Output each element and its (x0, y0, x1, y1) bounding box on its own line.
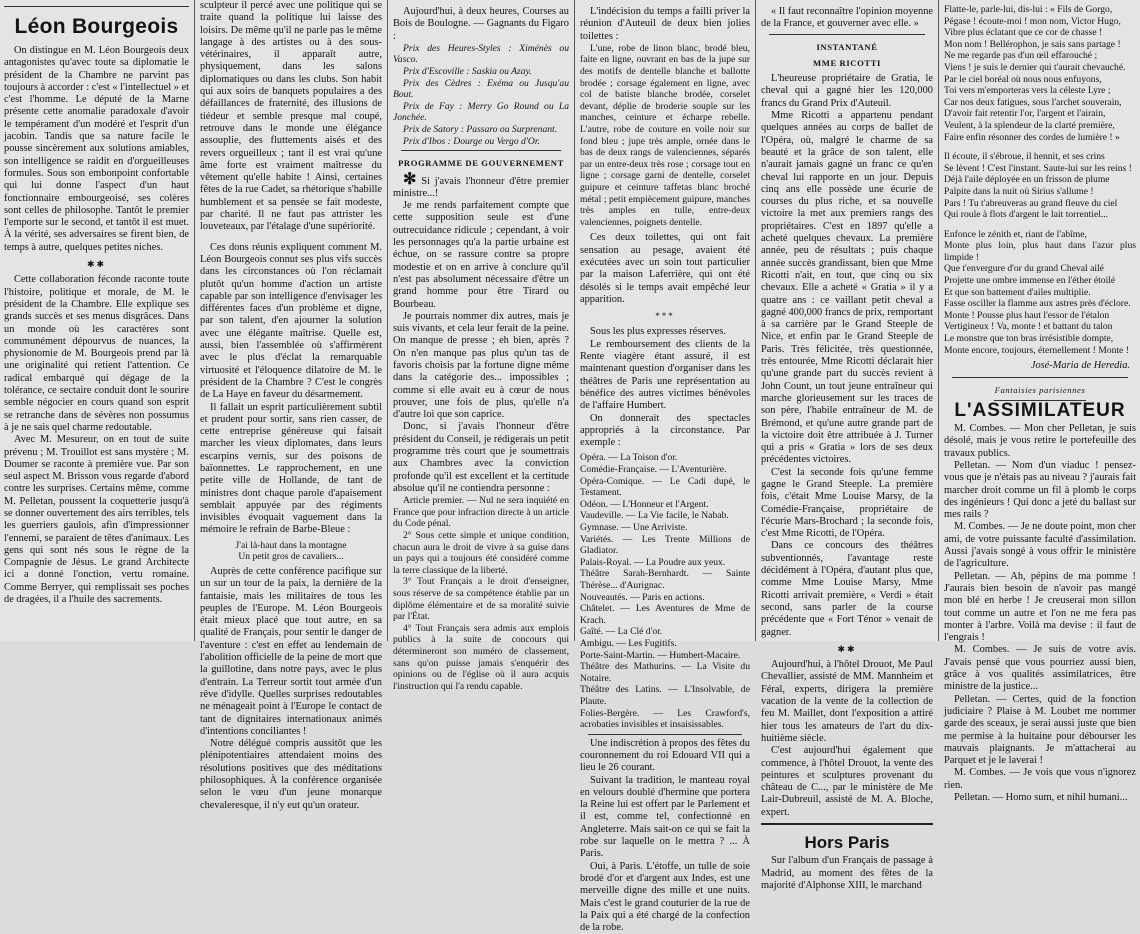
paragraph: C'est aujourd'hui également que commence, à l'hôtel Drouot, la vente des peintures et sculptures provenant du château de C..., par le ministère de Me Lair-Dubreuil, assisté de M. A. Bloche, expert. (761, 745, 933, 818)
race-tip: Prix des Cèdres : Exéma ou Jusqu'au Bout. (393, 77, 569, 101)
list-item: Opéra-Comique. — Le Cadi dupé, le Testament. (580, 475, 750, 499)
paragraph: Oui, à Paris. L'étoffe, un tulle de soie brodé d'or et d'argent aux Indes, est une merveille digne des mille et une nuits. Mais c'est le grand couturier de la rue de la Paix qui a été chargé de la confection de la robe. (580, 860, 750, 934)
paragraph: Mme Ricotti a appartenu pendant quelques années au corps de ballet de l'Opéra, où, malgré le charme de sa beauté et la grâce de son talent, elle n'aurait jamais gagné un franc ce qu'en cheval lui rapporte en un jour. Depuis cinq ans elle possède une écurie de courses du plus riche, et sa nouvelle victoire la met aux premiers rangs des propriétaires. C'est en 1897 qu'elle a acheté quelques chevaux. La première année, peu de résultats ; puis chaque année succès grandissant, bien que Mme Ricotti n'ait, en tout, que cinq ou six chevaux. Elle a acheté « Gratia » il y a quatre ans : ce vaillant petit cheval a gagné 400,000 francs de prix, remportant à sa carrière par le Grand Steeple de Nice, et enfin par le Grand Steeple de Paris. Très félicitée, très questionnée, très entourée, Mme Ricotti déclarait hier qu'une grande part du succès revient à John Count, un tout jeune entraîneur qui marche glorieusement sur les traces de son père, l'habile entraîneur de M. de Brémond, et qu'une autre grande part de la victoire doit être attribuée à J. Turner qui a pris « Gratia » lors de ses deux précédentes victoires. (761, 110, 933, 466)
verse-line: Pégase ! écoute-moi ! mon nom, Victor Hugo, (944, 15, 1121, 27)
separator-stars: ✱✱ (837, 643, 857, 654)
quote: « Il faut reconnaître l'opinion moyenne de la France, et gouverner avec elle. » (761, 6, 934, 30)
list-item: Folies-Bergère. — Les Crawford's, acrobaties invisibles et insaisissables. (580, 707, 750, 731)
paragraph: Pelletan. — Ah, pépins de ma pomme ! J'aurais bien besoin de n'avoir pas mangé mon blé en herbe ! Je creuserai mon sillon tout comme un autre et l'on ne me fera pas monter à l'arbre. Voilà ma devise : il faut de l'engrais ! (944, 570, 1136, 644)
separator-stars: ✱✱ (86, 259, 107, 270)
race-tip: Prix des Heures-Styles : Ximénès ou Vasco. (393, 42, 569, 66)
list-item: Gymnase. — Une Arriviste. (580, 522, 688, 533)
paragraph: Une indiscrétion à propos des fêtes du couronnement du roi Edouard VII qui a lieu le 26 courant. (580, 737, 750, 774)
article-title-assimilateur: L'ASSIMILATEUR (954, 399, 1126, 421)
poem-block (944, 4, 1136, 356)
column-rule (938, 0, 939, 641)
paragraph: On donnerait des spectacles appropriés à la circonstance. Par exemple : (580, 412, 750, 449)
column-4 (576, 0, 754, 934)
paragraph: M. Combes. — Mon cher Pelletan, je suis désolé, mais je vous retire le portefeuille des travaux publics. (944, 423, 1136, 459)
paragraph: Avec M. Mesureur, on en tout de suite prévenu ; M. Trouillot est sans mystère ; M. Doumer se raconte à première vue. Par son seul aspect M. Brisson vous regarde d'abord contre les surprises. Certains même, comme M. Pelletan, poussent la coquetterie jusqu'à se donner ouvertement des airs terribles, tels les guerriers gaulois, afin d'impressionner l'ennemi, se paraient de têtes d'animaux. Les gens qui sont nés sous le règne de la Compagnie de Jésus. Le grand Architecte ici a donné l'onction, vertu romaine. Comme Berryer, qui remplissait ses poches de dragées, il a l'huile des sacrements. (4, 434, 189, 606)
section-head-instantane: INSTANTANÉ (816, 41, 878, 52)
paragraph: Pelletan. — Homo sum, et nihil humani... (954, 792, 1128, 804)
verse-line: Fasse osciller la flamme aux astres près d'éclore. (944, 298, 1131, 310)
verse-line: Palpite dans la nuit où Sirius s'allume ! (944, 185, 1094, 197)
column-1 (0, 0, 193, 641)
paragraph: Notre délégué compris aussitôt que les plénipotentiaires attendaient moins des résolutions positives que des méditations philosophiques. À la conférence organisée selon le vœu d'un jeune monarque chevaleresque, il n'y eut qu'un orateur. (200, 738, 382, 811)
verse-line: J'ai là-haut dans la montagne (235, 539, 347, 551)
column-6 (940, 0, 1140, 804)
verse-line: Déjà l'aile déployée en un frisson de plume (944, 174, 1110, 186)
paragraph: 3° Tout Français a le droit d'enseigner, sous réserve de sa compétence établie par un diplôme élémentaire et de sa moralité suivie par l'État. (393, 576, 569, 623)
paragraph: Suivant la tradition, le manteau royal en velours doublé d'hermine que portera la Reine lui est offert par le Parlement et il est, comme tel, confectionné en Angleterre. Mais sait-on ce qui se fait la robe sur laquelle on le mettra ? ... À Paris. (580, 774, 750, 860)
verse-line: Se lèvent ! C'est l'instant. Saute-lui sur les reins ! (944, 162, 1132, 174)
paragraph: Dans ce concours des théâtres subventionnés, l'avantage reste décidément à l'Opéra, d'autant plus que, comme Mme Louise Marsy, Mme Ricotti arrivait première, « Verdi » était second, sans parler de la course précédente que « Fort Ténor » venait de gagner. (761, 540, 933, 638)
paragraph: C'est la seconde fois qu'une femme gagne le Grand Steeple. La première fois, c'était Mme Louise Marsy, de la Comédie-Française, propriétaire de l'écurie Mars-Brochard ; la seconde fois, c'est Mme Ricotti, de l'Opéra. (761, 466, 933, 540)
list-item: Châtelet. — Les Aventures de Mme de Krach. (580, 603, 750, 626)
paragraph: Aujourd'hui, à l'hôtel Drouot, Me Paul Chevallier, assisté de MM. Mannheim et Féral, experts, dirigera la première vacation de la vente de la collection de feu M. Maillet, dont l'exposition a attiré hier tous les amateurs de l'art du dix-huitième siècle. (761, 659, 933, 744)
paragraph: Sous les plus expresses réserves. (590, 326, 726, 338)
list-item: Palais-Royal. — La Poudre aux yeux. (580, 556, 726, 568)
verse-line: Monte encore, toujours, éternellement ! Monte ! (944, 344, 1129, 356)
verse-line: Ne me regarde pas d'un œil effarouché ; (944, 50, 1098, 62)
list-item: Théâtre Sarah-Bernhardt. — Sainte Thérèse... d'Aurignac. (580, 568, 750, 591)
paragraph: sculpteur il percé avec une politique qui se traite quand la politique lui laisse des loisirs. De même qu'il ne parle pas le même langage à des artistes ou à des sous-vétérinaires, il apparaît autre, physiquement, dans les salons diplomatiques ou dans les clubs. Son habit qui aux soirs de banquets populaires a des défaillances de fraternité, des illusions de tiédeur et semble presque mal coupé, retrouve dans le monde une élégance assouplie, des fluttements aisés et des revers orgueilleux ; tant il est vrai qu'une âme forte est vraiment maîtresse du vêtement qu'elle habite ! Ainsi, certaines fêtes de la rue Cadet, sa rhétorique s'habille humblement et sa pensée se fait modeste, par charité. Il ne faut pas attrister les louveteaux, par l'étalage d'une supériorité. (200, 0, 382, 233)
paragraph: Sur l'album d'un Français de passage à Madrid, au moment des fêtes de la majorité d'Alphonse XIII, le marchand (761, 855, 933, 891)
race-tip: Prix de Satory : Passaro ou Surprenant. (403, 124, 558, 136)
divider (769, 34, 925, 35)
column-rule (574, 0, 575, 641)
verse-line: Un petit gros de cavaliers... (238, 551, 344, 563)
paragraph: Pelletan. — Certes, quid de la fonction judiciaire ? Plaise à M. Loubet me nommer garde des sceaux, je serai aussi juste que bien me permise à la huitaine pour débourser les mauvais plaignants. Je m'attacherai au Parquet et je le laverai ! (944, 693, 1136, 767)
list-item: Théâtre des Mathurins. — La Visite du Notaire. (580, 661, 750, 684)
list-item: Gaîté. — La Clé d'or. (580, 626, 663, 638)
divider (588, 734, 742, 735)
list-item: Nouveautés. — Paris en actions. (580, 591, 705, 603)
verse-line: Par le ciel boréal où nous nous enfuyons, (944, 73, 1102, 85)
section-head-programme: PROGRAMME DE GOUVERNEMENT (398, 158, 564, 169)
list-item: Ambigu. — Les Fugitifs. (580, 637, 677, 649)
article-title-leon-bourgeois: Léon Bourgeois (14, 15, 179, 38)
column-rule (194, 0, 195, 641)
divider (401, 150, 561, 151)
theatre-list (580, 452, 750, 730)
verse-line: Faire enfin résonner des cordes de lumière ! » (944, 131, 1120, 143)
paragraph: M. Combes. — Je suis de votre avis. J'avais pensé que vous pourriez aussi bien, grâce à vos qualités assimilatrices, être ministre de la justice... (944, 644, 1136, 693)
list-item: Vaudeville. — La Vie facile, le Nabab. (580, 510, 729, 522)
paragraph: M. Combes. — Je vois que vous n'ignorez rien. (944, 767, 1136, 791)
paragraph: Cette collaboration féconde raconte toute l'histoire, politique et morale, de M. le président de la Chambre. Elle explique ses grands succès et ses menus disgrâces. Dans un monde où les caractères sont communément dépourvus de nuances, la physionomie de M. Bourgeois prend par là une originalité qui retient l'attention. Ce radical embarqué qui dégage de la tolérance, ce sectaire conduit dont le sourire semble négocier en cours quand son esprit se retranche dans de sévères non possumus à je ne sais quel charme redoutable. (4, 274, 189, 433)
verse-line: Projette une ombre immense en l'éther étoilé (944, 275, 1116, 287)
section-head-hors-paris: Hors Paris (804, 833, 890, 852)
verse-line: D'avoir fait retentir l'or, l'argent et l'airain, (944, 108, 1106, 120)
column-2 (196, 0, 386, 811)
verse-line: Viens ! je suis le dernier qui t'aurait chevauché. (944, 61, 1126, 73)
paragraph: Le remboursement des clients de la Rente viagère étant assuré, il est maintenant question d'organiser dans les théâtres de Paris une représentation au bénéfice des autres victimes bénévoles de l'affaire Humbert. (580, 338, 750, 412)
verse-line: Monte plus loin, plus haut dans l'azur plus limpide ! (944, 240, 1136, 263)
verse-line: Vibre plus éclatant que ce cor de chasse ! (944, 27, 1103, 39)
verse-line: Que t'envergure d'or du grand Cheval ailé (944, 263, 1104, 275)
paragraph: Article premier. — Nul ne sera inquiété en France que pour infraction directe à un article du Code pénal. (393, 495, 569, 530)
verse-line: Car nos deux fatigues, sous l'archet souverain, (944, 96, 1122, 108)
paragraph: Aujourd'hui, à deux heures, Courses au Bois de Boulogne. — Gagnants du Figaro : (393, 6, 569, 42)
paragraph: Je me rends parfaitement compte que cette supposition seule est d'une outrecuidance ridicule ; cependant, à voir les personnages qu'a la partie urbaine est échue, on se rassure contre sa propre modestie et on en arrive à conclure qu'il n'est pas absolument nécessaire d'être un grand homme pour être Tirard ou Bourbeau. (393, 200, 569, 310)
divider (952, 377, 1128, 378)
paragraph: Il fallait un esprit particulièrement subtil et prudent pour sortir, sans rien casser, de cette entreprise généreuse qui faisait marcher les vieux diplomates, dans leurs escarpins vernis, sur des poisons de baïonnettes. Le rapprochement, en une petite ville de Hollande, de tant de ministres dont chaque parole d'apaisement semblait appuyée par des régiments invisibles évoquait vaguement dans la mémoire le refrain de Barbe-Bleue : (200, 401, 382, 536)
verse-line: Il écoute, il s'ébroue, il hennit, et ses crins (944, 151, 1105, 163)
asterisk-icon: ✻ (403, 170, 417, 188)
section-kicker: Fantaisies parisiennes (994, 384, 1086, 395)
list-item: Odéon. — L'Honneur et l'Argent. (580, 498, 709, 510)
verse-line: Vertigineux ! Va, monte ! et battant du talon (944, 321, 1113, 333)
verse-line: Veulent, à la splendeur de la clarté première, (944, 119, 1115, 131)
race-tip: Prix d'Ibos : Dourge ou Vergo d'Or. (403, 135, 540, 147)
column-5 (757, 0, 937, 891)
paragraph: Ces dons réunis expliquent comment M. Léon Bourgeois connut ses plus vifs succès dans les circonstances où l'on réclamait plutôt qu'un homme d'action un artiste capable par son intelligence d'envisager les différentes faces d'un problème et digne, par son talent, d'en ajourner la solution avec une élégante maîtrise. Quelle est, aussi, bien l'assemblée où s'affirmèrent avec le plus d'éclat la remarquable virtuosité et l'éloquence dilatoire de M. le président de la Chambre ? C'est le congrès de La Haye en faveur du désarmement. (200, 241, 382, 401)
column-rule (387, 0, 388, 641)
paragraph: L'indécision du temps a failli priver la réunion d'Auteuil de deux bien jolies toilettes : (580, 6, 750, 42)
list-item: Comédie-Française. — L'Aventurière. (580, 464, 727, 476)
divider (761, 823, 933, 825)
paragraph: 2° Sous cette simple et unique condition, chacun aura le droit de vivre à sa guise dans un pays qui a toujours été considéré comme la terre classique de la liberté. (393, 530, 569, 576)
paragraph: M. Combes. — Je ne doute point, mon cher ami, de votre puissante faculté d'assimilation. Aussi j'avais songé à vous offrir le ministère de l'agriculture. (944, 521, 1136, 570)
verse-line: Flatte-le, parle-lui, dis-lui : « Fils de Gorgo, (944, 4, 1113, 15)
column-3 (389, 0, 573, 692)
list-item: Théâtre des Latins. — L'Insolvable, de Plaute. (580, 684, 750, 707)
race-tip: Prix de Fay : Merry Go Round ou La Jonchée. (393, 100, 569, 124)
verse-line: Le monstre que ton bras irrésistible dompte, (944, 333, 1114, 345)
list-item: Opéra. — La Toison d'or. (580, 452, 678, 464)
verse-line: Qui roule à flots d'argent le lait torrentiel... (944, 209, 1109, 221)
paragraph: 4° Tout Français sera admis aux emplois publics à la suite de concours qui détermineront son numéro de classement, sans qu'on puisse jamais s'enquérir des opinions ou de l'église où il aura acquis l'instruction qui l'a rendu capable. (393, 622, 569, 692)
paragraph: L'une, robe de linon blanc, brodé bleu, faite en ligne, ouvrant en bas de la jupe sur des motifs de dentelle blanche et ballotte brodée ; corsage également en ligne, avec col de batiste blanche brodée, corselet devant, déplie de broderie souple sur les manches, ceinture et écharpe rebelle. L'autre, robe de couture en voile noir sur fond bleu ; jupe très ample, ornée dans le bas de deux rangs de valenciennes, séparés par un entre-deux très rose ; corsage tout en ligne ; corsage garni de dentelle, corselet guipure et ceinture taffetas blanc broché métal ; petit empiècement guipure, manches très amples en tulle, entre-deux valenciennes, poignets dentelle. (580, 42, 750, 228)
verse-line: Pars ! Tu t'abreuveras au grand fleuve du ciel (944, 197, 1118, 209)
paragraph: On distingue en M. Léon Bourgeois deux antagonistes qu'avec toute sa diplomatie le président de la Chambre ne parvint pas toujours à accorder : c'est « l'intellectuel » et c'est l'homme. Le député de la Marne présente cette anomalie paradoxale d'avoir le tempérament d'un modéré et l'esprit d'un jacobin. Tandis que sa nature facile le pousse sincèrement aux solutions amiables, son intelligence se raidit en d'orgueilleuses formules. Sous son embonpoint confortable qui lui donne l'aspect d'un haut fonctionnaire embourgeoisé, ses colères sont celles de philosophe. Tantôt le premier l'emporte sur le second, et tantôt il est muet. À la vérité, ses adversaires se firent bien, de temps à autre, quelques petites niches. (4, 45, 189, 253)
verse-line: Enfonce le zénith et, riant de l'abîme, (944, 228, 1087, 240)
separator-stars: *** (655, 311, 675, 322)
paragraph: Ces deux toilettes, qui ont fait sensation au pesage, avaient été exécutées avec un soin tout particulier par la maison Laferrière, qui ont été désolés si le temps avait empêché leur apparition. (580, 232, 750, 305)
paragraph: Pelletan. — Nom d'un viaduc ! pensez-vous que je n'étais pas au niveau ? j'aurais fait marcher droit comme un fil à plomb le corps des ingénieurs ! Qui donc a jeté du ballast sur mes rails ? (944, 460, 1136, 521)
verse-line: Mon nom ! Bellérophon, je sais sans partage ! (944, 38, 1121, 50)
paragraph: Je pourrais nommer dix autres, mais je suis vivants, et cela leur ferait de la peine. On manque de presse ; eh bien, après ? On n'en manque pas plus qu'un tas de favoris choisis par la fortune digne même dans la catégorie des... impossibles ; comme si elle avait eu à cœur de nous prouver, une fois de plus, qu'elle n'a d'autre loi que son caprice. (393, 310, 569, 421)
list-item: Variétés. — Les Trente Millions de Gladiator. (580, 533, 750, 557)
verse-gap (944, 143, 1136, 151)
paragraph: L'heureuse propriétaire de Gratia, le cheval qui a gagné hier les 120,000 francs du Grand Prix d'Auteuil. (761, 73, 933, 109)
paragraph: Donc, si j'avais l'honneur d'être président du Conseil, je rédigerais un petit programme très court que je soumettrais aux Chambres avec la conviction profonde qu'il est excellent et la certitude absolue qu'il ne contiendra personne : (393, 421, 569, 494)
verse-line: Et que son battement d'ailes multiplie. (944, 286, 1091, 298)
verse-line: Toi vers m'emporteras vers la céleste Lyre ; (944, 85, 1111, 97)
race-tip: Prix d'Escoville : Saskia ou Azay. (403, 66, 532, 78)
list-item: Porte-Saint-Martin. — Humbert-Macaire. (580, 649, 741, 661)
verse-gap (944, 221, 1136, 229)
section-subhead-ricotti: MME RICOTTI (813, 57, 881, 68)
top-rule (4, 0, 189, 7)
paragraph: Auprès de cette conférence pacifique sur un sur un tour de la paix, la dernière de la fantaisie, mais les militaires de tous les peuples de l'Europe. M. Léon Bourgeois était mieux placé que tout autre, en sa qualité de Français, pour sentir le danger de l'aventure : c'est en effet au lendemain de l'abolition officielle de la peine de mort que la guillotine, dans notre pays, avec le plus d'entrain. La Terreur sortit tout armée d'un rêve d'idylle. Quelles surprises redoutables ne ménageait point à l'Europe le contact de tant de dignitaires internationaux animés d'intentions conciliantes ! (200, 565, 382, 737)
column-rule (755, 0, 756, 641)
verse-line: Monte ! Pousse plus haut l'essor de l'étalon (944, 309, 1110, 321)
signature: José-Maria de Heredia. (1030, 360, 1130, 372)
verse-block (200, 540, 382, 563)
paragraph: ✻ Si j'avais l'honneur d'être premier ministre...! (393, 170, 569, 199)
